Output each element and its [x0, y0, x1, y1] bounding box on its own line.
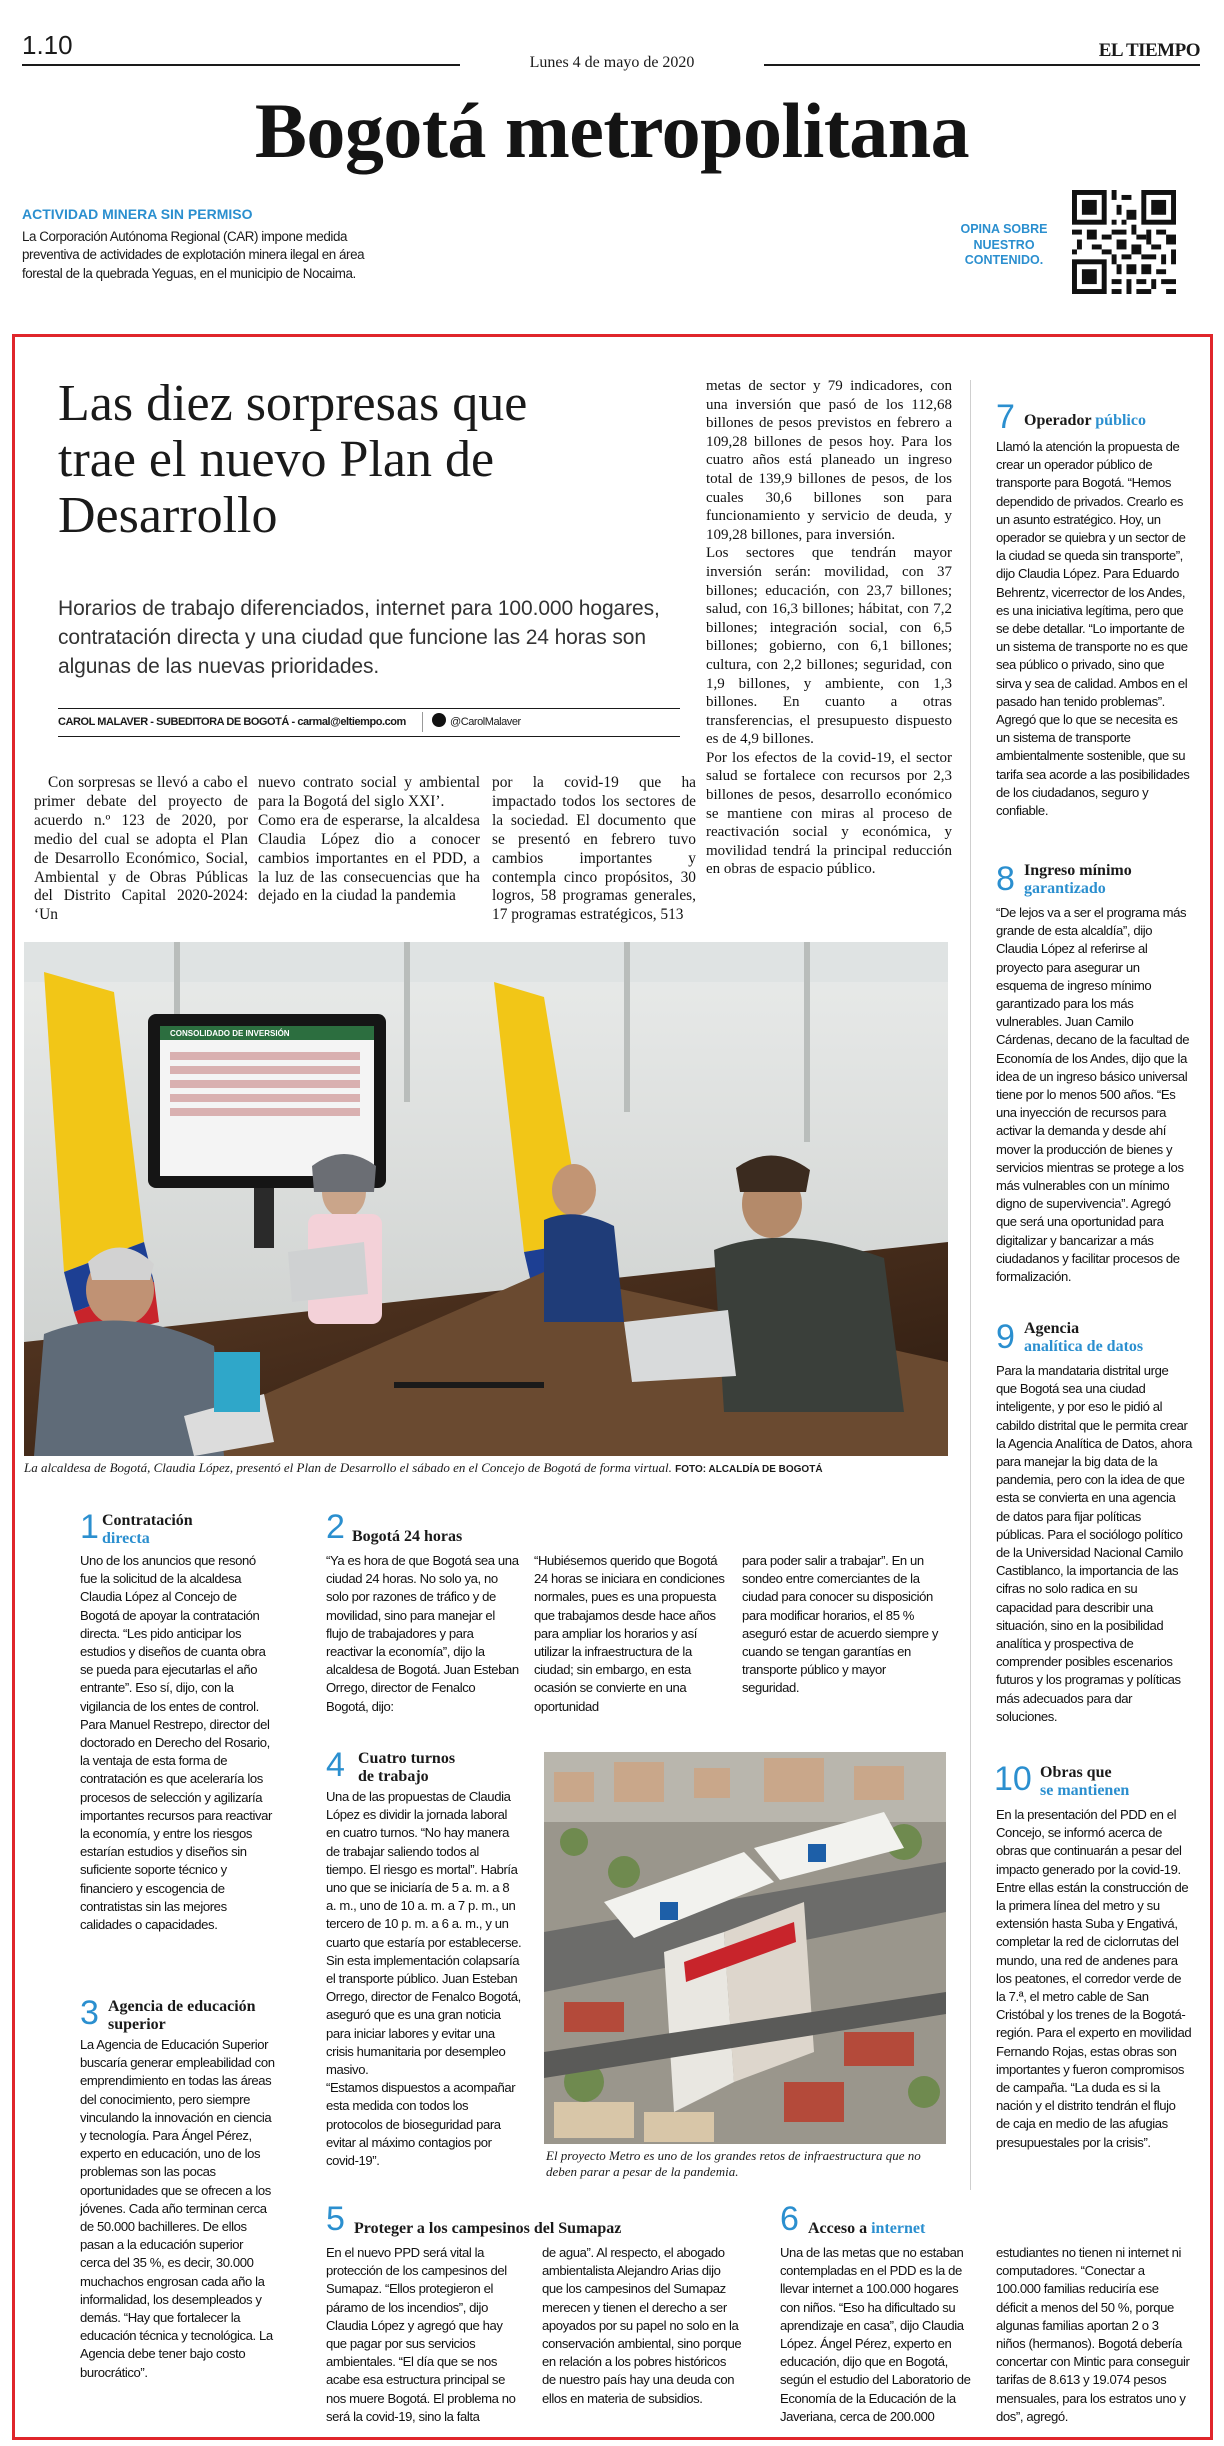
item-1-title [102, 1512, 193, 1548]
item-7-text: Llamó la atención la propuesta de crear un operador público de transporte para Bogotá. “Hemos dependido de privados. Crearlo es un asunto estratégico. Hoy, un operador se quiebra y un sector de la ciudad se queda sin transporte”, dijo Claudia López. Para Eduardo Behrentz, vicerrector de los Andes, es una iniciativa legítima, pero que se debe detallar. “Lo importante de un sistema de transporte no es que sea público o privado, sino que sirva y sea de calidad. Ambos en el pasado han tenido problemas”. Agregó que lo que se necesita es un sistema de transporte ambientalmente sostenible, que su tarifa sea acorde a las posibilidades de los ciudadanos, seguro y confiable. [996, 439, 1190, 819]
item-6-text-col1: Una de las metas que no estaban contempladas en el PDD es la de llevar internet a 100.000 hogares con niños. “Eso ha dificultado su aprendizaje en casa”, dijo Claudia López. Ángel Pérez, experto en educación, dijo que en Bogotá, según el estudio del Laboratorio de Economía de la Educación de la Javeriana, cerca de 200.000 [780, 2245, 971, 2424]
item-8-title-line2: garantizado [1024, 880, 1106, 897]
item-6-title-part1: Acceso a [808, 2220, 868, 2237]
byline-rule-bottom [58, 736, 680, 737]
item-10-title-line1: Obras que [1040, 1764, 1112, 1781]
item-5-text-col2: de agua”. Al respecto, el abogado ambientalista Alejandro Arias dijo que los campesinos del Sumapaz merecen y tienen el derecho a ser apoyados por su papel no solo en la conservación ambiental, sino porque en relación a los pobres históricos de nuestro país hay una deuda con ellos en materia de subsidios. [542, 2245, 742, 2406]
item-4-title [358, 1750, 455, 1786]
item-7-title-part2: público [1095, 412, 1146, 429]
item-5-title: Proteger a los campesinos del Sumapaz [354, 2220, 622, 2237]
brand-logo: EL TIEMPO [1098, 40, 1200, 61]
metro-photo [544, 1752, 946, 2144]
item-3-title [108, 1998, 256, 2034]
item-8-text: “De lejos va a ser el programa más grande de esta alcaldía”, dijo Claudia López al referirse al proyecto para asegurar un esquema de ingreso mínimo garantizado para los más vulnerables. Juan Camilo Cárdenas, decano de la facultad de Economía de los Andes, dijo que la idea de un ingreso básico universal tiene por lo menos 500 años. “Es una inyección de recursos para activar la demanda y desde ahí mover la producción de bienes y servicios mientras se protege a los más vulnerables con un mínimo digno de supervivencia”. Agregó que será una oportunidad para digitalizar y bancarizar a más ciudadanos y facilitar procesos de formalización. [996, 905, 1190, 1285]
caption-text: La alcaldesa de Bogotá, Claudia López, presentó el Plan de Desarrollo el sábado en el Concejo de Bogotá de forma virtual. [24, 1460, 672, 1475]
twitter-icon [432, 713, 446, 727]
photo-screen-text: CONSOLIDADO DE INVERSIÓN [170, 1029, 290, 1038]
item-3-text: La Agencia de Educación Superior buscaría generar empleabilidad con emprendimiento en todas las áreas del conocimiento, pero siempre vinculando la innovación en ciencia y tecnología. Para Ángel Pérez, experto en educación, uno de los problemas son las pocas oportunidades que se ofrecen a los jóvenes. Cada año terminan cerca de 50.000 bachilleres. De ellos pasan a la educación superior cerca del 35 %, es decir, 30.000 muchachos engrosan cada año la informalidad, los desempleados y demás. “Hay que fortalecer la educación técnica y tecnológica. La Agencia debe tener bajo costo burocrático”. [80, 2037, 275, 2380]
item-2-text-col3: para poder salir a trabajar”. En un sondeo entre comerciantes de la ciudad para conocer su disposición para modificar horarios, el 85 % aseguró estar de acuerdo siempre y cuando se tengan garantías en transporte público y mayor seguridad. [742, 1553, 939, 1696]
item-10-text: En la presentación del PDD en el Concejo, se informó acerca de obras que continuarán a pesar del impacto generado por la covid-19. Entre ellas están la construcción de la primera línea del metro y su extensión hasta Suba y Engativá, completar la red de ciclorrutas del mundo, una red de andenes para los peatones, el corredor verde de la 7.ª, el metro cable de San Cristóbal y los trenes de la Bogotá- región. Para el experto en movilidad Fernando Rojas, estas obras son importantes y fueron compromisos de campaña. “La duda es si la nación y el distrito tendrán el flujo de caja en medio de las afugias presupuestales por la crisis”. [996, 1807, 1192, 2150]
item-6-title [808, 2220, 925, 2238]
article-deck: Horarios de trabajo diferenciados, internet para 100.000 hogares, contratación directa y una ciudad que funcione las 24 horas son algunas de las nuevas prioridades. [58, 597, 660, 678]
item-6-number: 6 [780, 2200, 799, 2238]
metro-photo-caption: El proyecto Metro es uno de los grandes retos de infraestructura que no deben parar a pesar de la pandemia. [546, 2148, 921, 2179]
section-title: Bogotá metropolitana [254, 87, 970, 174]
item-9-title [1024, 1320, 1143, 1356]
item-2-title: Bogotá 24 horas [352, 1528, 463, 1545]
item-6-text-col2: estudiantes no tienen ni internet ni computadores. “Conectar a 100.000 familias reduciría ese déficit a menos del 50 %, porque algunas familias aportan 2 o 3 niños (hermanos). Bogotá debería concertar con Mintic para conseguir tarifas de 8.613 y 19.074 pesos mensuales, para los estratos uno y dos”, agregó. [996, 2245, 1190, 2424]
item-2-number: 2 [326, 1508, 345, 1546]
item-1-title-line1: Contratación [102, 1512, 193, 1529]
qr-code-icon[interactable] [1071, 190, 1177, 294]
byline-rule-top [58, 708, 680, 709]
item-3-number: 3 [80, 1994, 99, 2032]
item-5-text-col1: En el nuevo PPD será vital la protección de los campesinos del Sumapaz. “Ellos protegieron el páramo de los incendios”, dijo Claudia López y agregó que hay que pagar por sus servicios ambientales. “El día que se nos acabe esa estructura principal se nos muere Bogotá. El problema no será la covid-19, sino la falta [326, 2245, 516, 2424]
story-lead-col3: por la covid-19 que ha impactado todos los sectores de la sociedad. El documento que se presentó en febrero tuvo cambios importantes y contempla cinco propósitos, 30 logros, 58 programas generales, 17 programas estratégicos, 513 [492, 774, 696, 924]
item-4-title-line2: de trabajo [358, 1768, 429, 1785]
story-right-column: metas de sector y 79 indicadores, con una inversión que pasó de los 112,68 billones de pesos previstos en febrero a 109,28 billones de pesos hoy. Para los cuatro años está planeado un ingreso total de 139,9 billones de pesos, de los cuales 30,6 billones son para funcionamiento y servicio de deuda, y 109,28 billones, para inversión. Los sectores que tendrán mayor inversión serán: movilidad, con 37 billones; educación, con 23,7 billones; salud, con 16,3 billones; hábitat, con 7,2 billones; integración social, con 6,5 billones; gobierno, con 6,1 billones; cultura, con 2,2 billones; seguridad, con 1,9 billones, y ambiente, con 1,3 billones. En cuanto a otras transferencias, el presupuesto dispuesto es de 4,9 billones. Por los efectos de la covid-19, el sector salud se fortalece con recursos por 2,3 billones de pesos, desarrollo económico se mantiene con miras al proceso de reactivación social y económica, y movilidad tendrá la principal reducción en obras de espacio público. [706, 378, 952, 878]
story-lead-col1: Con sorpresas se llevó a cabo el primer debate del proyecto de acuerdo n.º 123 de 2020, por medio del cual se adopta el Plan de Desarrollo Económico, Social, Ambiental y de Obras Públicas del Distrito Capital 2020-2024: ‘Un [34, 774, 248, 924]
article-headline: Las diez sorpresas que trae el nuevo Plan de Desarrollo [58, 375, 528, 544]
item-2-text-col2: “Hubiésemos querido que Bogotá 24 horas se iniciara en condiciones normales, pues es una propuesta que trabajamos desde hace años para ampliar los horarios y así utilizar la infraestructura de la ciudad; sin embargo, en esta ocasión se convierte en una oportunidad [534, 1553, 725, 1714]
item-9-title-line2: analítica de datos [1024, 1338, 1144, 1355]
item-10-title [1040, 1764, 1129, 1800]
item-6-title-part2: internet [871, 2220, 926, 2237]
item-9-title-line1: Agencia [1024, 1320, 1080, 1337]
main-photo-caption [24, 1460, 954, 1478]
item-1-text: Uno de los anuncios que resonó fue la solicitud de la alcaldesa Claudia López al Concejo de Bogotá de apoyar la contratación directa. “Les pido anticipar los estudios y diseños de cuanta obra se pueda para ejecutarlas el año entrante”. Eso sí, dijo, con la vigilancia de los entes de control. Para Manuel Restrepo, director del doctorado en Derecho del Rosario, la ventaja de esta forma de contratación es que aceleraría los procesos de selección y agilizaría importantes recursos para reactivar la economía, y entre los riesgos estarían estudios y diseños sin suficiente soporte técnico y financiero y escogencia de contratistas sin las mejores calidades o capacidades. [80, 1553, 272, 1933]
item-8-title-line1: Ingreso mínimo [1024, 862, 1132, 879]
byline-divider [422, 712, 423, 732]
item-10-number: 10 [994, 1760, 1032, 1798]
item-2-text-col1: “Ya es hora de que Bogotá sea una ciudad 24 horas. No solo ya, no solo por razones de tráfico y de movilidad, sino para manejar el flujo de trabajadores y para reactivar la economía”, dijo la alcaldesa de Bogotá. Juan Esteban Orrego, director de Fenalco Bogotá, dijo: [326, 1553, 519, 1714]
item-7-title-part1: Operador [1024, 412, 1092, 429]
item-3-title-line2: superior [108, 2016, 166, 2033]
item-4-title-line1: Cuatro turnos [358, 1750, 456, 1767]
brief-kicker: ACTIVIDAD MINERA SIN PERMISO [22, 206, 253, 222]
item-1-number: 1 [80, 1508, 99, 1546]
item-7-title [1024, 412, 1146, 430]
story-lead-col2: nuevo contrato social y ambiental para la Bogotá del siglo XXI’. Como era de esperarse, la alcaldesa Claudia López dio a conocer cambios importantes en el PDD, a la luz de las consecuencias que ha dejado en la ciudad la pandemia [258, 774, 480, 905]
header-rule-right [764, 64, 1200, 66]
item-8-title [1024, 862, 1132, 898]
item-8-number: 8 [996, 860, 1015, 898]
sidebar-divider [970, 380, 971, 2190]
twitter-handle: @CarolMalaver [450, 716, 521, 728]
item-3-title-line1: Agencia de educación [108, 1998, 256, 2015]
caption-credit: FOTO: ALCALDÍA DE BOGOTÁ [675, 1464, 823, 1475]
item-4-text: Una de las propuestas de Claudia López es dividir la jornada laboral en cuatro turnos. “No hay manera de trabajar saliendo todos al tiempo. El riesgo es mortal”. Habría uno que se iniciaría de 5 a. m. a 8 a. m., uno de 10 a. m. a 7 p. m., un tercero de 10 p. m. a 6 a. m., y un cuarto que estaría por establecerse. Sin esta implementación colapsaría el transporte público. Juan Esteban Orrego, director de Fenalco Bogotá, aseguró que es una gran noticia para iniciar labores y evitar una crisis humanitaria por desempleo masivo. “Estamos dispuestos a acompañar esta medida con todos los protocolos de bioseguridad para evitar al máximo contagios por covid-19”. [326, 1789, 522, 2169]
item-4-number: 4 [326, 1746, 345, 1784]
promo-text: OPINA SOBRE NUESTRO CONTENIDO. [960, 222, 1048, 267]
item-7-number: 7 [996, 398, 1015, 436]
item-9-number: 9 [996, 1318, 1015, 1356]
page-number: 1.10 [22, 30, 73, 60]
byline: CAROL MALAVER - SUBEDITORA DE BOGOTÁ - carmal@eltiempo.com [58, 716, 406, 728]
main-photo [24, 942, 948, 1456]
item-1-title-line2: directa [102, 1530, 150, 1547]
brief-text: La Corporación Autónoma Regional (CAR) impone medida preventiva de actividades de explotación minera ilegal en área forestal de la quebrada Yeguas, en el municipio de Nocaima. [22, 229, 365, 281]
item-9-text: Para la mandataria distrital urge que Bogotá sea una ciudad inteligente, y por eso le pidió al cabildo distrital que le permita crear la Agencia Analítica de Datos, ahora para manejar la big data de la pandemia, pero con la idea de que esta se convierta en una agencia de datos para fijar políticas públicas. Para el sociólogo político de la Universidad Nacional Camilo Castiblanco, la importancia de las cifras no solo radica en su capacidad para describir una situación, sino en la posibilidad analítica y prospectiva de comprender posibles escenarios futuros y los programas y políticas más adecuados para dar soluciones. [996, 1363, 1192, 1724]
item-10-title-line2: se mantienen [1040, 1782, 1130, 1799]
item-5-number: 5 [326, 2200, 345, 2238]
date-line: Lunes 4 de mayo de 2020 [529, 54, 695, 71]
